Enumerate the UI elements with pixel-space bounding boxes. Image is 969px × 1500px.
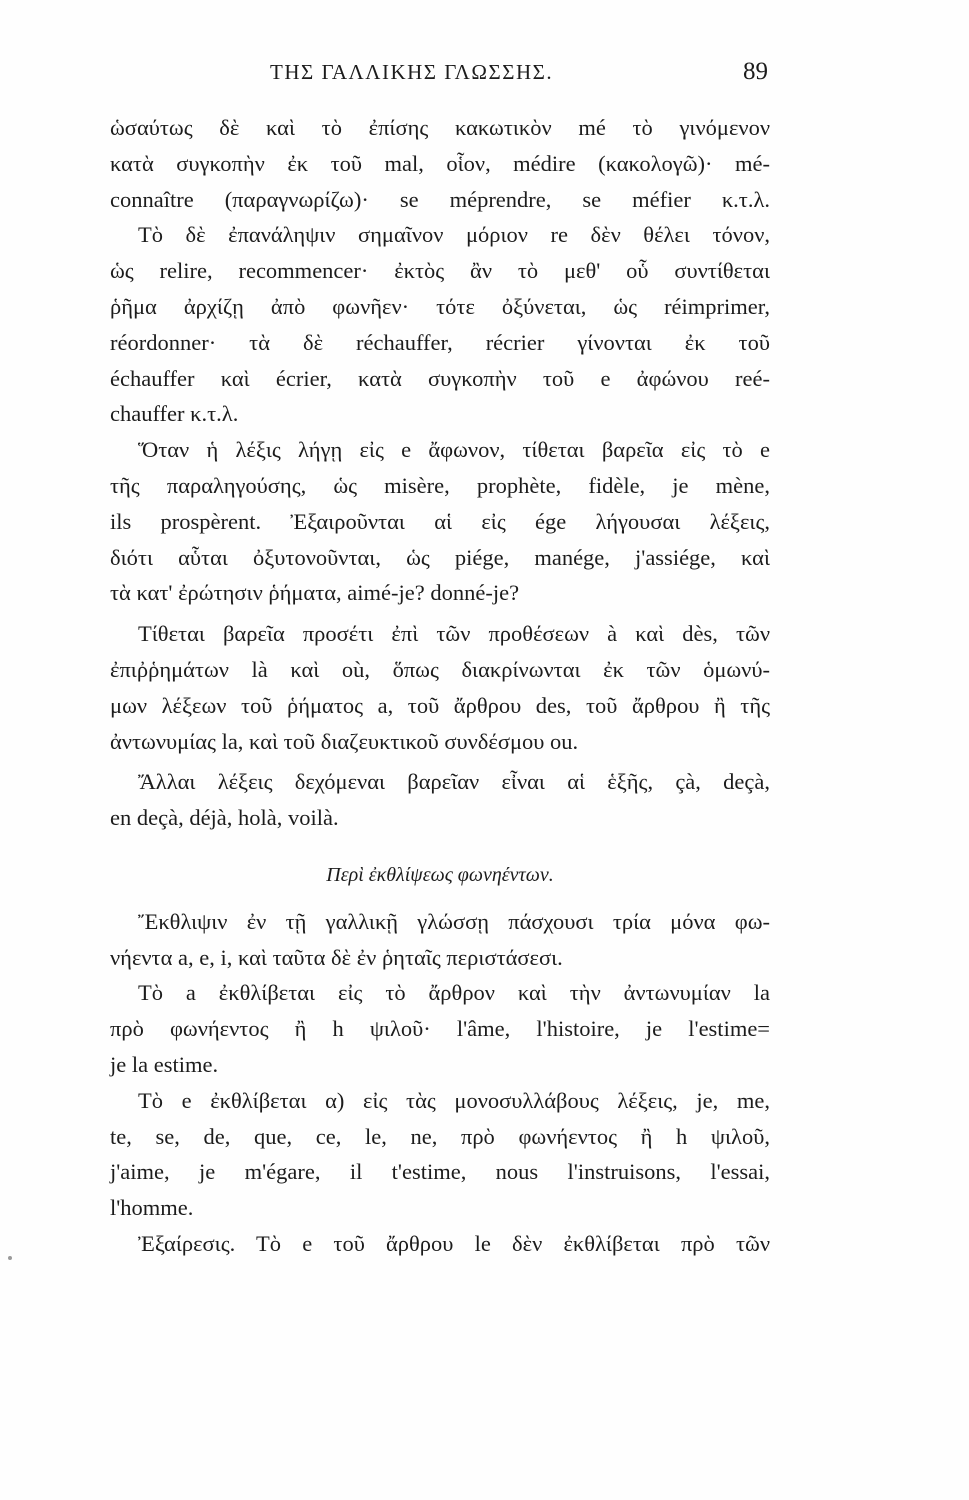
text-line: réordonner· τὰ δὲ réchauffer, récrier γίνονται ἐκ τοῦ <box>110 329 770 355</box>
text-line: κατὰ συγκοπὴν ἐκ τοῦ mal, οἷον, médire (κακολογῶ)· mé- <box>110 150 770 176</box>
text-line: τῆς παραληγούσης, ὡς misère, prophète, fidèle, je mène, <box>110 472 770 498</box>
text-line: Τὸ δὲ ἐπανάληψιν σημαῖνον μόριον re δὲν θέλει τόνον, <box>138 222 770 248</box>
paper-speck <box>8 1256 12 1260</box>
paragraph-1 <box>110 110 770 217</box>
text-line: échauffer καὶ écrier, κατὰ συγκοπὴν τοῦ e ἀφώνου reé- <box>110 365 770 391</box>
paragraph-6 <box>110 904 770 976</box>
text-line: μων λέξεων τοῦ ῥήματος a, τοῦ ἄρθρου des, τοῦ ἄρθρου ἢ τῆς <box>110 692 770 718</box>
text-line: Ὅταν ἡ λέξις λήγῃ εἰς e ἄφωνον, τίθεται βαρεῖα εἰς τὸ e <box>138 437 770 463</box>
text-line: ils prospèrent. Ἐξαιροῦνται αἱ εἰς ége λήγουσαι λέξεις, <box>110 508 770 534</box>
section-heading: Περὶ ἐκθλίψεως φωνηέντων. <box>326 863 554 886</box>
text-line: διότι αὗται ὀξυτονοῦνται, ὡς piége, manége, j'assiége, καὶ <box>110 544 770 570</box>
text-line: l'homme. <box>110 1195 194 1221</box>
paragraph-3 <box>110 432 770 611</box>
paragraph-4 <box>110 616 770 759</box>
text-line: Τίθεται βαρεῖα προσέτι ἐπὶ τῶν προθέσεων à καὶ dès, τῶν <box>138 621 770 647</box>
text-line: Τὸ e ἐκθλίβεται α) εἰς τὰς μονοσυλλάβους λέξεις, je, me, <box>138 1087 770 1113</box>
text-line: ῥῆμα ἀρχίζῃ ἀπὸ φωνῆεν· τότε ὀξύνεται, ὡς réimprimer, <box>110 293 770 319</box>
text-line: j'aime, je m'égare, il t'estime, nous l'instruisons, l'essai, <box>110 1159 770 1185</box>
page-header <box>110 60 768 96</box>
text-line: τὰ κατ' ἐρώτησιν ῥήματα, aimé-je? donné-je? <box>110 580 520 606</box>
text-line: Ἐξαίρεσις. Τὸ e τοῦ ἄρθρου le δὲν ἐκθλίβεται πρὸ τῶν <box>138 1230 770 1256</box>
paragraph-8 <box>110 1083 770 1226</box>
text-line: ἀντωνυμίας la, καὶ τοῦ διαζευκτικοῦ συνδέσμου ou. <box>110 728 579 754</box>
paragraph-7 <box>110 975 770 1082</box>
text-line: νήεντα a, e, i, καὶ ταῦτα δὲ ἐν ῥηταῖς περιστάσεσι. <box>110 944 563 970</box>
text-line: te, se, de, que, ce, le, ne, πρὸ φωνήεντος ἢ h ψιλοῦ, <box>110 1123 770 1149</box>
text-line: en deçà, déjà, holà, voilà. <box>110 805 339 831</box>
text-line: je la estime. <box>110 1051 219 1077</box>
text-line: πρὸ φωνήεντος ἢ h ψιλοῦ· l'âme, l'histoire, je l'estime= <box>110 1016 770 1042</box>
text-line: Τὸ a ἐκθλίβεται εἰς τὸ ἄρθρον καὶ τὴν ἀντωνυμίαν la <box>138 980 770 1006</box>
text-line: Ἄλλαι λέξεις δεχόμεναι βαρεῖαν εἶναι αἱ ἑξῆς, çà, deçà, <box>138 769 770 795</box>
text-line: ὡσαύτως δὲ καὶ τὸ ἐπίσης κακωτικὸν mé τὸ γινόμενον <box>110 115 770 140</box>
paragraph-5 <box>110 764 770 836</box>
text-line: ὡς relire, recommencer· ἐκτὸς ἂν τὸ μεθ' οὗ συντίθεται <box>110 258 770 284</box>
paragraph-9 <box>110 1226 770 1262</box>
text-line: connaître (παραγνωρίζω)· se méprendre, se méfier κ.τ.λ. <box>110 186 770 212</box>
text-line: ἐπιῤῥημάτων là καὶ où, ὅπως διακρίνωνται ἐκ τῶν ὁμωνύ- <box>110 656 770 682</box>
paragraph-2 <box>110 217 770 432</box>
body-text <box>110 110 770 1262</box>
running-head: ΤΗΣ ΓΑΛΛΙΚΗΣ ΓΛΩΣΣΗΣ. <box>270 60 554 84</box>
page-number: 89 <box>743 58 768 85</box>
text-line: Ἔκθλιψιν ἐν τῇ γαλλικῇ γλώσσῃ πάσχουσι τρία μόνα φω- <box>138 908 770 934</box>
text-line: chauffer κ.τ.λ. <box>110 401 239 427</box>
